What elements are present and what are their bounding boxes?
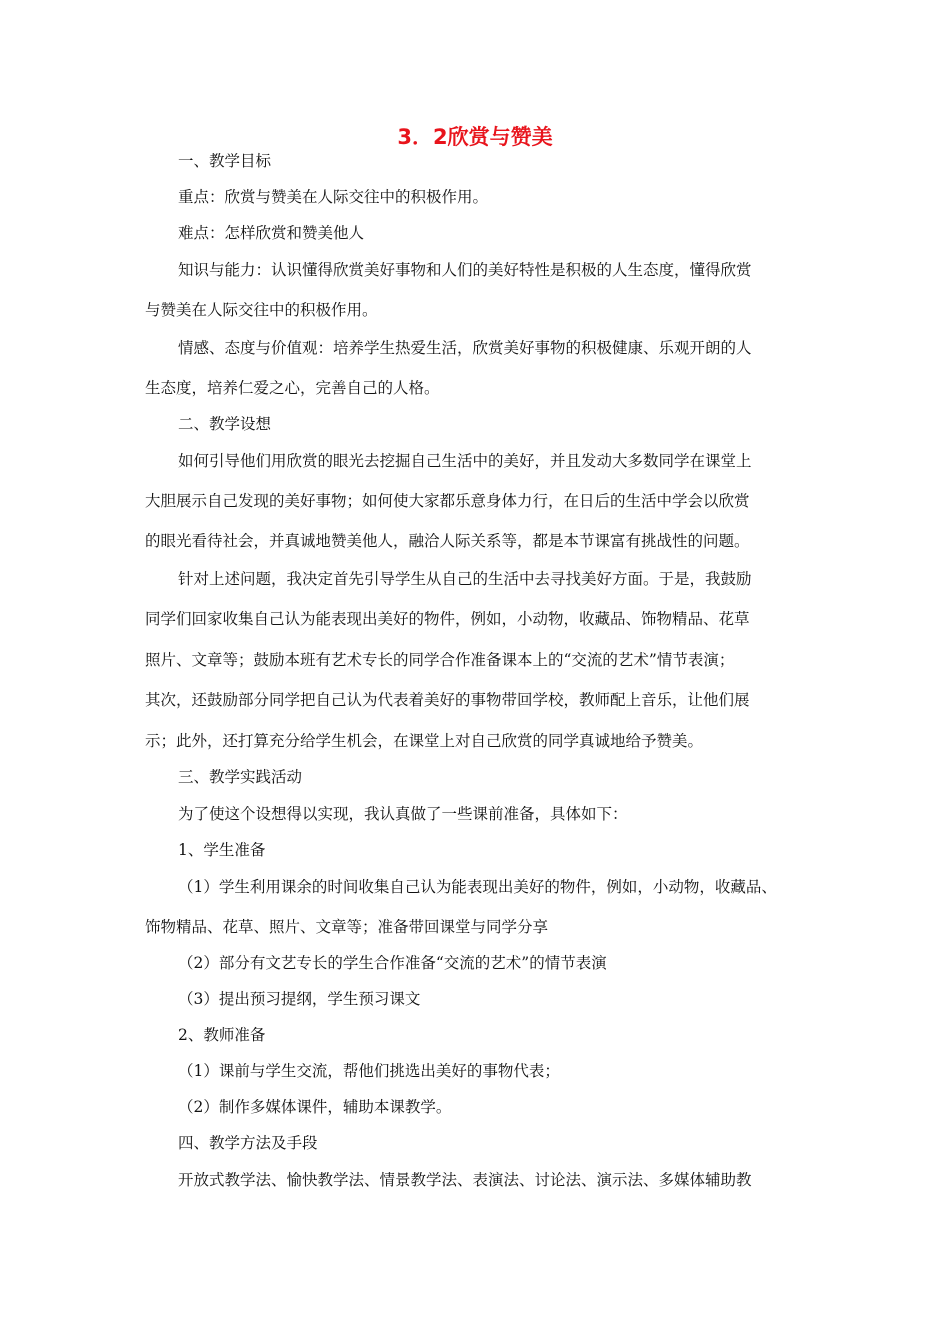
paragraph-line: 饰物精品、花草、照片、文章等；准备带回课堂与同学分享 [145, 918, 549, 936]
paragraph-line: 其次，还鼓励部分同学把自己认为代表着美好的事物带回学校，教师配上音乐，让他们展 [145, 691, 750, 709]
paragraph-line: 开放式教学法、愉快教学法、情景教学法、表演法、讨论法、演示法、多媒体辅助教 [178, 1171, 752, 1189]
section-heading-design: 二、教学设想 [178, 415, 272, 433]
subheading-student-prep: 1、学生准备 [178, 841, 266, 859]
paragraph-line: （1）学生利用课余的时间收集自己认为能表现出美好的物件，例如，小动物，收藏品、 [178, 878, 777, 896]
paragraph-line: 大胆展示自己发现的美好事物；如何使大家都乐意身体力行，在日后的生活中学会以欣赏 [145, 492, 750, 510]
paragraph-line: 如何引导他们用欣赏的眼光去挖掘自己生活中的美好，并且发动大多数同学在课堂上 [178, 452, 752, 470]
paragraph-line: 同学们回家收集自己认为能表现出美好的物件，例如，小动物，收藏品、饰物精品、花草 [145, 610, 750, 628]
document-title: 3．2欣赏与赞美 [397, 125, 553, 149]
paragraph-line: （2）制作多媒体课件，辅助本课教学。 [178, 1098, 452, 1116]
paragraph-line: 知识与能力：认识懂得欣赏美好事物和人们的美好特性是积极的人生态度，懂得欣赏 [178, 261, 752, 279]
subheading-teacher-prep: 2、教师准备 [178, 1026, 266, 1044]
paragraph-line: 重点：欣赏与赞美在人际交往中的积极作用。 [178, 188, 489, 206]
paragraph-line: 情感、态度与价值观：培养学生热爱生活，欣赏美好事物的积极健康、乐观开朗的人 [178, 339, 752, 357]
paragraph-line: （2）部分有文艺专长的学生合作准备“交流的艺术”的情节表演 [178, 954, 607, 972]
paragraph-line: 照片、文章等；鼓励本班有艺术专长的同学合作准备课本上的“交流的艺术”情节表演； [145, 651, 735, 669]
paragraph-line: 的眼光看待社会，并真诚地赞美他人，融洽人际关系等，都是本节课富有挑战性的问题。 [145, 532, 750, 550]
section-heading-objectives: 一、教学目标 [178, 152, 272, 170]
paragraph-line: （1）课前与学生交流，帮他们挑选出美好的事物代表； [178, 1062, 560, 1080]
section-heading-practice: 三、教学实践活动 [178, 768, 303, 786]
paragraph-line: 示；此外，还打算充分给学生机会，在课堂上对自己欣赏的同学真诚地给予赞美。 [145, 732, 704, 750]
paragraph-line: 针对上述问题，我决定首先引导学生从自己的生活中去寻找美好方面。于是，我鼓励 [178, 570, 752, 588]
paragraph-line: 与赞美在人际交往中的积极作用。 [145, 301, 378, 319]
paragraph-line: 难点：怎样欣赏和赞美他人 [178, 224, 365, 242]
paragraph-line: 为了使这个设想得以实现，我认真做了一些课前准备，具体如下： [178, 805, 628, 823]
paragraph-line: （3）提出预习提纲，学生预习课文 [178, 990, 421, 1008]
paragraph-line: 生态度，培养仁爱之心，完善自己的人格。 [145, 379, 440, 397]
section-heading-methods: 四、教学方法及手段 [178, 1134, 318, 1152]
